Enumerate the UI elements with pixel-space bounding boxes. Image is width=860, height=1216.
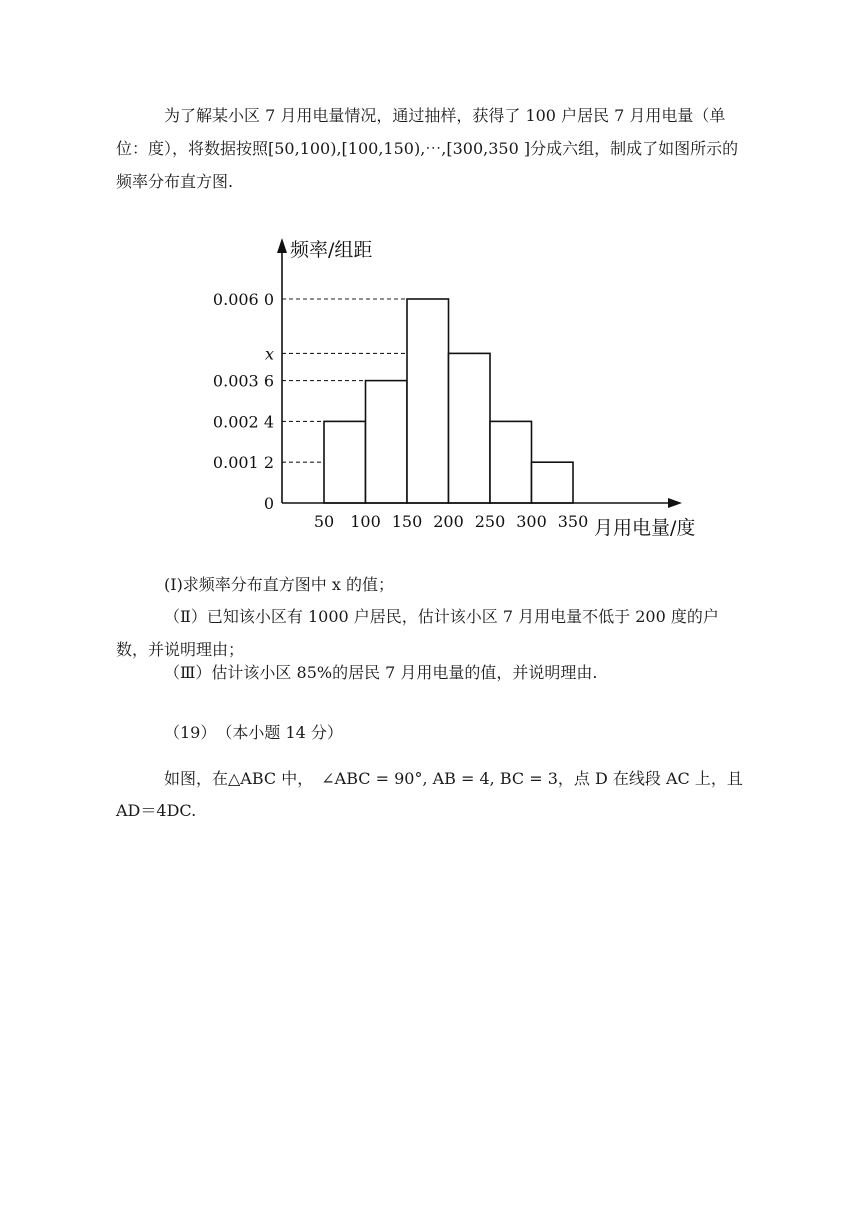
y-tick-label-4: x <box>264 344 274 364</box>
y-tick-label-2: 0.002 4 <box>212 412 274 432</box>
x-axis-label: 月用电量/度 <box>594 517 696 539</box>
bar-150-200 <box>407 299 449 503</box>
x-tick-label-200: 200 <box>433 512 464 531</box>
problem-19-header: （19） （本小题 14 分） <box>164 723 343 742</box>
bar-300-350 <box>532 462 574 503</box>
y-tick-label-5: 0.006 0 <box>212 290 274 309</box>
problem-18-intro: 为了解某小区 7 月用电量情况，通过抽样，获得了 100 户居民 7 月用电量（单位：度），将数据按照[50,100),[100,150),⋯,[300,350 ]分成六组，制成了如图所示的频率分布直方图. <box>116 106 739 191</box>
question-2: （Ⅱ）已知该小区有 1000 户居民，估计该小区 7 月用电量不低于 200 度的户数，并说明理由； <box>116 607 719 659</box>
problem-19-text-line2: AD＝4DC. <box>116 801 197 820</box>
x-tick-label-300: 300 <box>516 512 547 531</box>
x-tick-label-50: 50 <box>313 512 335 531</box>
y-tick-label-3: 0.003 6 <box>212 371 274 391</box>
frequency-histogram <box>196 226 736 546</box>
bar-250-300 <box>490 421 532 503</box>
y-axis-arrow <box>277 238 287 253</box>
y-tick-label-0: 0 <box>263 494 274 513</box>
question-3: （Ⅲ）估计该小区 85%的居民 7 月用电量的值，并说明理由. <box>164 663 598 682</box>
x-tick-label-350: 350 <box>557 512 589 531</box>
x-tick-label-250: 250 <box>474 512 506 531</box>
bar-50-100 <box>324 421 366 503</box>
question-1: (I)求频率分布直方图中 x 的值； <box>164 575 395 594</box>
y-tick-label-1: 0.001 2 <box>212 453 274 473</box>
y-axis-label: 频率/组距 <box>290 239 373 261</box>
x-axis-arrow <box>668 498 682 508</box>
x-tick-label-150: 150 <box>391 512 423 531</box>
bar-200-250 <box>449 353 491 503</box>
problem-19-text-line1: 如图，在△ABC 中， ∠ABC = 90°, AB = 4, BC = 3，点 D 在线段 AC 上，且 <box>164 769 743 788</box>
x-tick-label-100: 100 <box>350 512 381 531</box>
bar-100-150 <box>366 381 408 503</box>
